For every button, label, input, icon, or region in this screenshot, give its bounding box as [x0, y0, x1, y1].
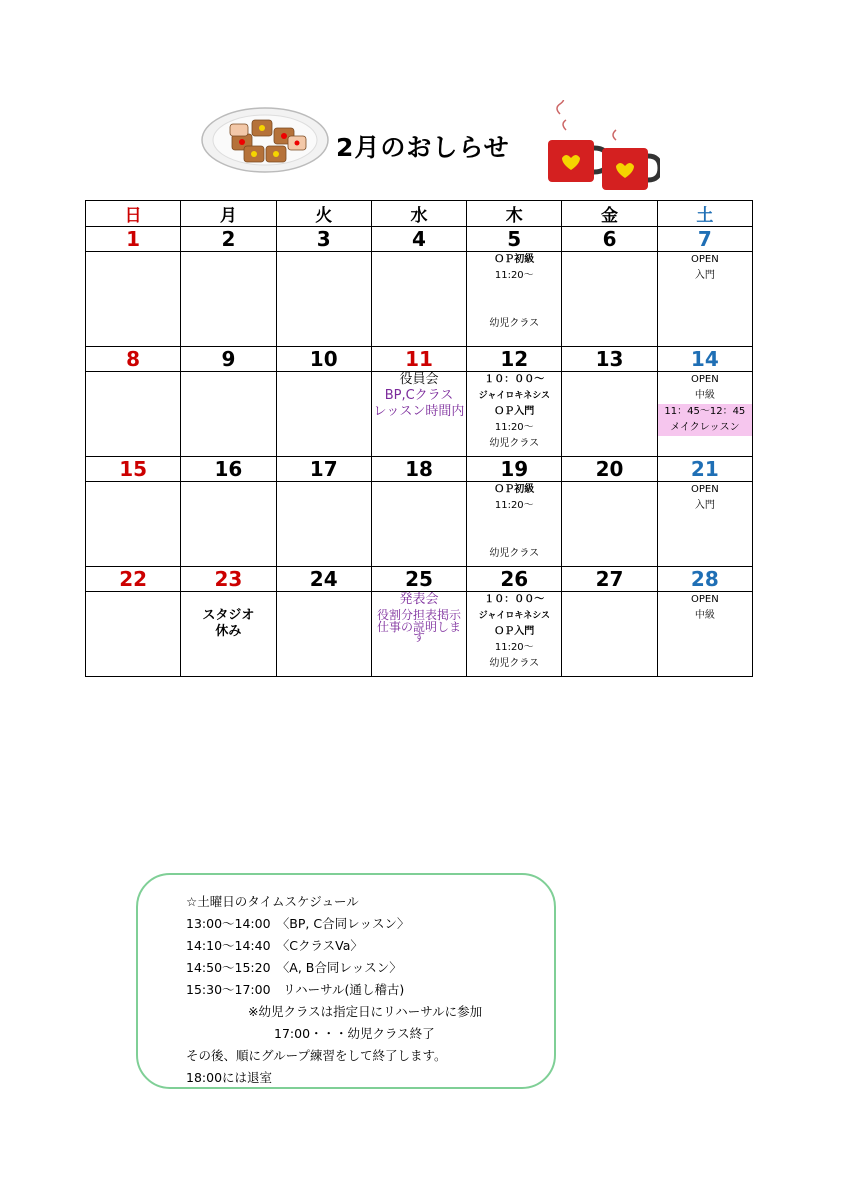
- weekday-tue: 火: [276, 201, 371, 227]
- event-line: [181, 592, 275, 608]
- day-number: 5: [467, 227, 562, 252]
- event-row: [86, 482, 753, 567]
- event-line: ジャイロキネシス: [478, 391, 550, 401]
- day-number: 19: [467, 457, 562, 482]
- day-number-row: [86, 347, 753, 372]
- day-number: 7: [657, 227, 752, 252]
- event-line: ジャイロキネシス: [478, 611, 550, 621]
- event-line: 中級: [694, 610, 715, 621]
- event-line: BP,Cクラス: [384, 388, 454, 403]
- event-cell: [276, 482, 371, 567]
- event-cell: [371, 372, 466, 457]
- event-line: 入門: [694, 500, 715, 511]
- event-line: 中級: [694, 390, 715, 401]
- event-cell: [181, 372, 276, 457]
- weekday-sun: 日: [86, 201, 181, 227]
- day-number: 6: [562, 227, 657, 252]
- weekday-thu: 木: [467, 201, 562, 227]
- day-number: 8: [86, 347, 181, 372]
- event-line: OPEN: [690, 374, 719, 385]
- day-number: 9: [181, 347, 276, 372]
- event-cell: [276, 252, 371, 347]
- event-cell: [86, 372, 181, 457]
- event-line: ＯＰ初級: [494, 484, 535, 495]
- event-cell: [181, 252, 276, 347]
- day-number: 14: [657, 347, 752, 372]
- event-cell: [467, 592, 562, 677]
- event-line: 11:20～: [494, 642, 534, 653]
- event-line: 役員会: [399, 372, 439, 387]
- day-number: 18: [371, 457, 466, 482]
- event-cell: [562, 252, 657, 347]
- event-line: メイクレッスン: [658, 420, 752, 436]
- event-cell: [276, 592, 371, 677]
- cookie-plate-icon: [200, 106, 330, 174]
- event-cell: [371, 252, 466, 347]
- day-number: 2: [181, 227, 276, 252]
- day-number: 4: [371, 227, 466, 252]
- day-number: 22: [86, 567, 181, 592]
- event-cell: [86, 592, 181, 677]
- event-cell: [86, 482, 181, 567]
- schedule-line: 13:00～14:00 〈BP, C合同レッスン〉: [186, 916, 410, 931]
- schedule-line: その後、順にグループ練習をして終了します。: [186, 1048, 447, 1063]
- day-number: 11: [371, 347, 466, 372]
- coffee-mugs-icon: [540, 100, 660, 192]
- schedule-line: 18:00には退室: [186, 1070, 273, 1085]
- event-line: 幼児クラス: [489, 658, 540, 669]
- schedule-note: ※幼児クラスは指定日にリハーサルに参加: [248, 1004, 483, 1019]
- day-number: 13: [562, 347, 657, 372]
- calendar-table: [85, 200, 753, 677]
- event-line: 役割分担表掲示: [376, 608, 461, 622]
- event-cell: [181, 482, 276, 567]
- day-number: 17: [276, 457, 371, 482]
- event-line: 入門: [694, 270, 715, 281]
- day-number: 26: [467, 567, 562, 592]
- event-line: [467, 514, 561, 530]
- day-number: 24: [276, 567, 371, 592]
- event-cell: [86, 252, 181, 347]
- event-line: １０：００～: [484, 374, 545, 385]
- schedule-line: 14:50～15:20 〈A, B合同レッスン〉: [186, 960, 402, 975]
- event-cell: [657, 482, 752, 567]
- event-row: [86, 592, 753, 677]
- event-line: 幼児クラス: [489, 318, 540, 329]
- weekday-sat: 土: [657, 201, 752, 227]
- day-number: 21: [657, 457, 752, 482]
- event-line: ＯＰ入門: [494, 626, 535, 637]
- schedule-title: ☆土曜日のタイムスケジュール: [186, 894, 359, 909]
- day-number: 1: [86, 227, 181, 252]
- event-line: [467, 530, 561, 546]
- event-row: [86, 252, 753, 347]
- event-line: レッスン時間内: [373, 404, 465, 419]
- day-number: 27: [562, 567, 657, 592]
- event-line: 休み: [215, 624, 242, 639]
- event-line: 幼児クラス: [489, 548, 540, 559]
- event-line: 幼児クラス: [489, 438, 540, 449]
- event-line: スタジオ: [202, 608, 255, 623]
- page-title: 2月のおしらせ: [336, 133, 510, 162]
- event-cell: [562, 372, 657, 457]
- event-cell: [467, 252, 562, 347]
- schedule-line: 14:10～14:40 〈CクラスVa〉: [186, 938, 363, 953]
- day-number: 16: [181, 457, 276, 482]
- event-cell: [371, 592, 466, 677]
- event-cell: [657, 592, 752, 677]
- day-number: 28: [657, 567, 752, 592]
- event-line: OPEN: [690, 484, 719, 495]
- weekday-header-row: [86, 201, 753, 227]
- event-cell: [276, 372, 371, 457]
- event-line: 仕事の説明しま: [376, 620, 461, 634]
- event-line: 11：45～12：45: [658, 404, 752, 420]
- day-number-row: [86, 457, 753, 482]
- day-number: 15: [86, 457, 181, 482]
- day-number: 12: [467, 347, 562, 372]
- day-number: 10: [276, 347, 371, 372]
- event-line: ＯＰ初級: [494, 254, 535, 265]
- event-row: [86, 372, 753, 457]
- event-cell: [562, 592, 657, 677]
- event-cell: [467, 372, 562, 457]
- event-line: 11:20～: [494, 270, 534, 281]
- day-number: 25: [371, 567, 466, 592]
- day-number: 23: [181, 567, 276, 592]
- event-line: す: [412, 630, 425, 644]
- schedule-line: 17:00・・・幼児クラス終了: [274, 1026, 435, 1041]
- event-cell: [657, 372, 752, 457]
- event-line: １０：００～: [484, 594, 545, 605]
- weekday-wed: 水: [371, 201, 466, 227]
- event-line: ＯＰ入門: [494, 406, 535, 417]
- day-number: 3: [276, 227, 371, 252]
- weekday-mon: 月: [181, 201, 276, 227]
- weekday-fri: 金: [562, 201, 657, 227]
- schedule-line: 15:30～17:00 リハーサル(通し稽古): [186, 982, 405, 997]
- saturday-schedule-box: [136, 873, 556, 1089]
- event-line: 11:20～: [494, 500, 534, 511]
- event-line: [467, 284, 561, 300]
- event-line: OPEN: [690, 594, 719, 605]
- day-number-row: [86, 567, 753, 592]
- event-cell: [657, 252, 752, 347]
- event-line: [467, 300, 561, 316]
- event-cell: [371, 482, 466, 567]
- day-number-row: [86, 227, 753, 252]
- event-line: OPEN: [690, 254, 719, 265]
- day-number: 20: [562, 457, 657, 482]
- event-line: 11:20～: [494, 422, 534, 433]
- event-cell: [562, 482, 657, 567]
- event-cell: [467, 482, 562, 567]
- event-cell: [181, 592, 276, 677]
- event-line: 発表会: [399, 592, 439, 607]
